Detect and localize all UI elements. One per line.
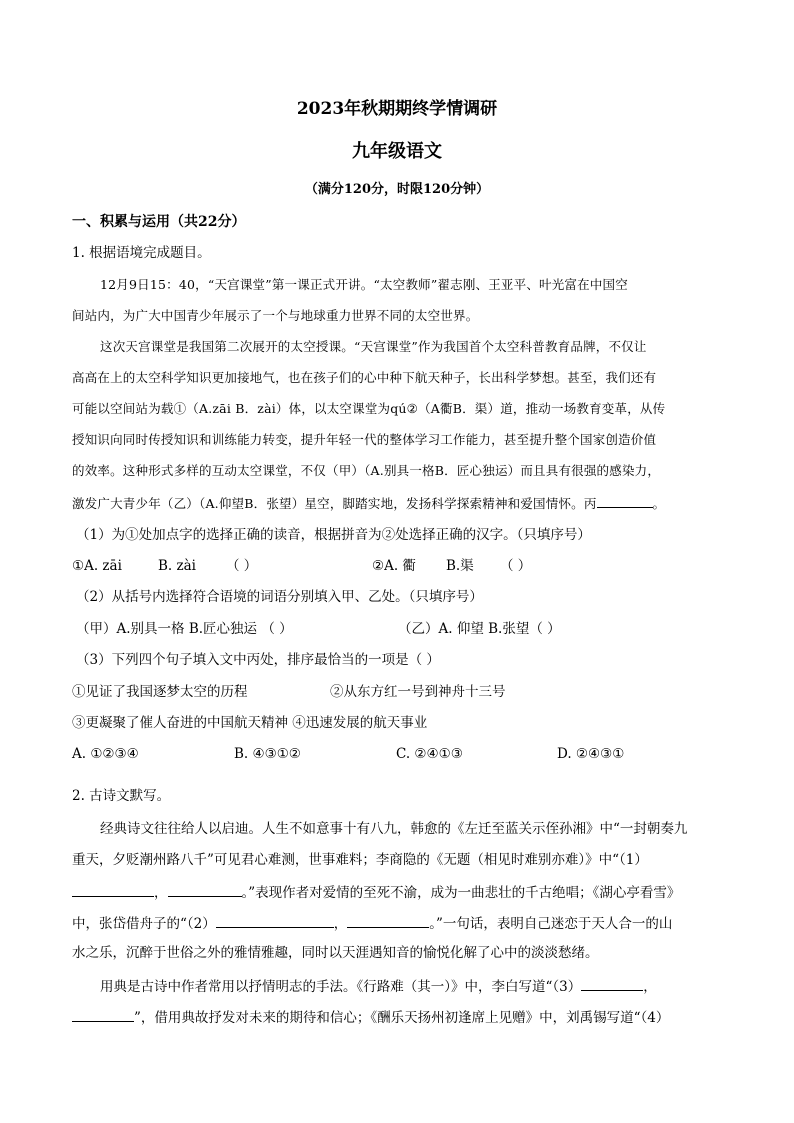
q2-line-4-start: 中，张岱借舟子的“（2） xyxy=(72,916,216,932)
answer-blank-bing[interactable] xyxy=(597,493,653,508)
q2-line-1: 经典诗文往往给人以启迪。人生不如意事十有八九，韩愈的《左迁至蓝关示侄孙湘》中“一封朝奏九 xyxy=(100,821,688,837)
sub2-yi-options: （乙）A. 仰望 B.张望（ ） xyxy=(398,621,561,637)
q2-line-2: 重天，夕贬潮州路八千”可见君心难测，世事难料；李商隐的《无题（相见时难别亦难）》中“（1） xyxy=(72,852,648,868)
exam-title: 2023年秋期期终学情调研 xyxy=(296,99,498,119)
sub-question-3: （3）下列四个句子填入文中丙处，排序最恰当的一项是（ ） xyxy=(76,652,440,668)
section-heading: 一、积累与运用（共22分） xyxy=(72,214,246,230)
sentence-2: ②从东方红一号到神舟十三号 xyxy=(330,684,506,700)
passage-line-3: 这次天宫课堂是我国第二次展开的太空授课。“天宫课堂”作为我国首个太空科普教育品牌，不仅让 xyxy=(100,339,647,354)
q2-line-7 xyxy=(72,1007,669,1027)
sub1-option-b1: B. zài xyxy=(158,558,196,574)
q2-line-6-start: 用典是古诗中作者常用以抒情明志的手法。《行路难（其一）》中，李白写道“（3） xyxy=(100,979,582,995)
choice-b[interactable]: B. ④③①② xyxy=(234,746,301,762)
answer-blank-2b[interactable] xyxy=(347,913,429,928)
q2-prompt: 2. 古诗文默写。 xyxy=(72,788,171,804)
passage-line-8-text: 激发广大青少年（乙）（A.仰望B．张望）星空，脚踏实地，发扬科学探索精神和爱国情怀。丙 xyxy=(72,496,597,511)
q2-line-3 xyxy=(72,882,680,902)
sentence-3-4: ③更凝聚了催人奋进的中国航天精神 ④迅速发展的航天事业 xyxy=(72,715,428,731)
answer-blank-3b[interactable] xyxy=(72,1007,134,1022)
sub1-option-a2: ②A. 衢 xyxy=(372,558,416,574)
passage-line-6: 授知识向同时传授知识和训练能力转变，提升年轻一代的整体学习工作能力，甚至提升整个国家创造价值 xyxy=(72,432,657,447)
answer-blank-1a[interactable] xyxy=(72,882,154,897)
q2-line-6-comma: ， xyxy=(643,979,657,995)
sentence-1: ①见证了我国逐梦太空的历程 xyxy=(72,684,248,700)
sub-question-2: （2）从括号内选择符合语境的词语分别填入甲、乙处。（只填序号） xyxy=(76,589,483,605)
score-note: （满分120分，时限120分钟） xyxy=(304,182,490,197)
sub-question-1: （1）为①处加点字的选择正确的读音，根据拼音为②处选择正确的汉字。（只填序号） xyxy=(76,527,591,543)
answer-blank-2a[interactable] xyxy=(216,913,334,928)
q2-line-5: 水之乐，沉醉于世俗之外的雅情雅趣，同时以天涯遇知音的愉悦化解了心中的淡淡愁绪。 xyxy=(72,945,599,961)
passage-line-4: 高高在上的太空科学知识更加接地气，也在孩子们的心中种下航天种子，长出科学梦想。甚至，我们还有 xyxy=(72,370,657,385)
q2-line-4 xyxy=(72,913,672,933)
sub1-answer-paren-2[interactable]: （ ） xyxy=(500,558,532,574)
passage-line-1: 12月9日15：40，“天宫课堂”第一课正式开讲。“太空教师”翟志刚、王亚平、叶光富在中国空 xyxy=(100,277,628,292)
passage-end-mark: 。 xyxy=(652,496,666,511)
q2-line-4-end: 。”一句话，表明自己迷恋于天人合一的山 xyxy=(429,916,673,932)
answer-blank-1b[interactable] xyxy=(168,882,242,897)
q2-line-3-comma: ， xyxy=(154,885,168,901)
q2-line-6 xyxy=(100,976,657,996)
choice-d[interactable]: D. ②④③① xyxy=(557,746,625,762)
answer-blank-3a[interactable] xyxy=(581,976,643,991)
choice-a[interactable]: A. ①②③④ xyxy=(72,746,139,762)
subject-title: 九年级语文 xyxy=(352,141,442,162)
sub1-option-b2: B.渠 xyxy=(446,558,474,574)
sub1-option-a1: ①A. zāi xyxy=(72,558,122,574)
q2-line-3-text: 。”表现作者对爱情的至死不渝，成为一曲悲壮的千古绝唱；《湖心亭看雪》 xyxy=(241,885,681,901)
sub1-answer-paren-1[interactable]: （ ） xyxy=(226,558,258,574)
passage-line-2: 间站内，为广大中国青少年展示了一个与地球重力世界不同的太空世界。 xyxy=(72,308,479,323)
q2-line-4-comma: ， xyxy=(333,916,348,932)
q1-prompt: 1. 根据语境完成题目。 xyxy=(72,245,211,261)
sub2-jia-options: （甲）A.别具一格 B.匠心独运 （ ） xyxy=(76,621,293,637)
choice-c[interactable]: C. ②④①③ xyxy=(396,746,463,762)
q2-line-7-text: ”，借用典故抒发对未来的期待和信心；《酬乐天扬州初逢席上见赠》中，刘禹锡写道“（4） xyxy=(134,1010,670,1026)
passage-line-5: 可能以空间站为载①（A.zāi B．zài）体，以太空课堂为qú②（A衢B．渠）道，推动一场教育变革，从传 xyxy=(72,401,666,416)
passage-line-7: 的效率。这种形式多样的互动太空课堂，不仅（甲）（A.别具一格B．匠心独运）而且具有很强的感染力， xyxy=(72,463,661,478)
passage-line-8 xyxy=(72,493,665,513)
